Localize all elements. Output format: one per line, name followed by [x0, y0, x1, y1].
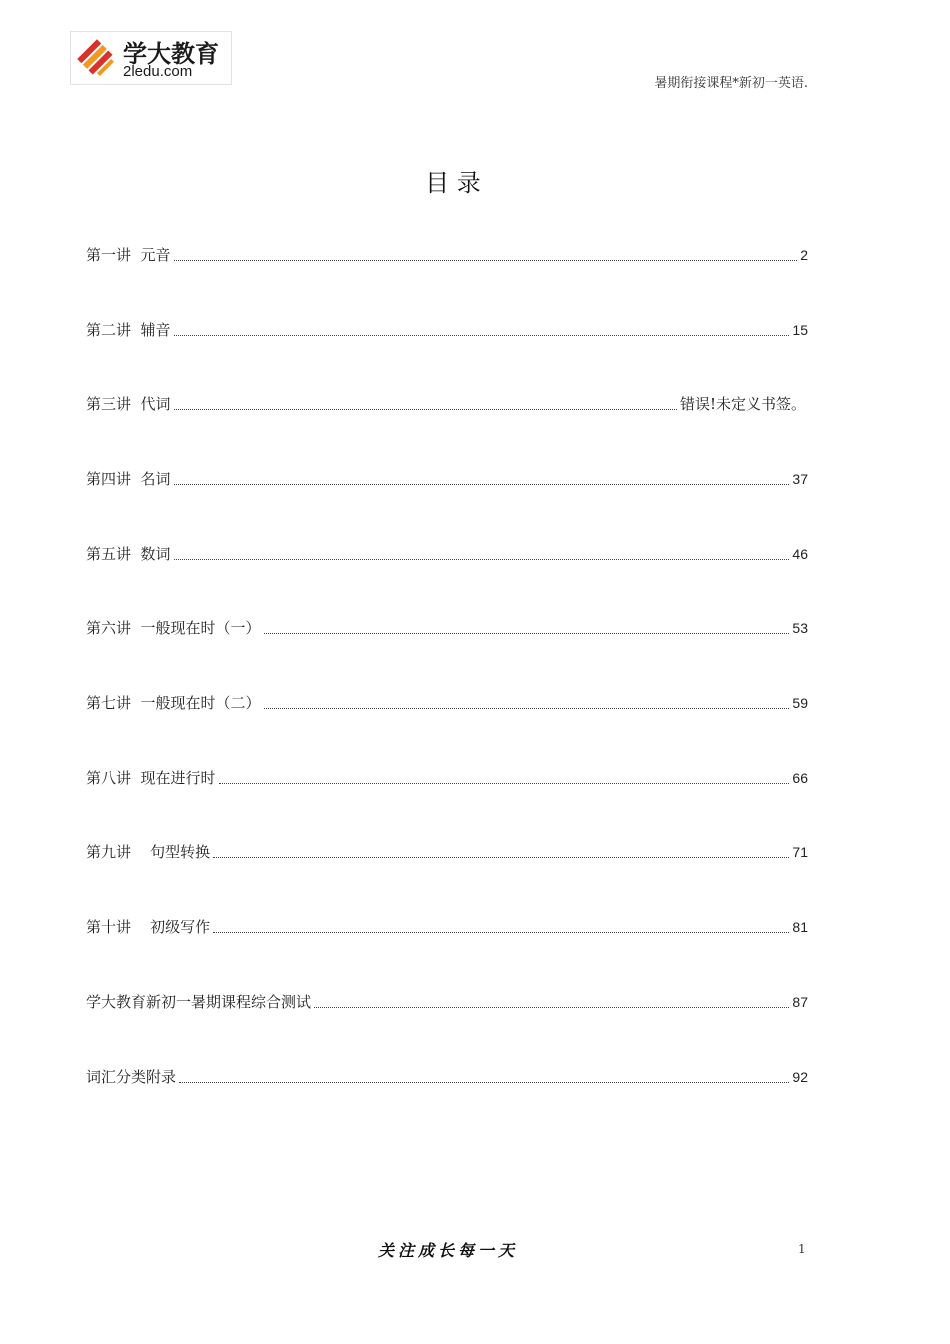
toc-entry-11[interactable] [86, 991, 808, 1015]
toc-leader-dots [314, 1007, 789, 1008]
toc-entry-9[interactable] [86, 841, 808, 865]
toc-entry-label: 第五讲 数词 [86, 545, 171, 563]
toc-leader-dots [213, 932, 789, 933]
toc-entry-page: 92 [792, 1069, 808, 1085]
course-header: 暑期衔接课程*新初一英语. [654, 76, 808, 91]
toc-entry-6[interactable] [86, 617, 808, 641]
toc-entry-page: 2 [800, 247, 808, 263]
toc-entry-label: 第四讲 名词 [86, 470, 171, 488]
toc-entry-12[interactable] [86, 1066, 808, 1090]
toc-leader-dots [174, 559, 790, 560]
footer-page-number: 1 [798, 1242, 806, 1256]
logo-text-en: 2ledu.com [123, 63, 193, 80]
toc-entry-10[interactable] [86, 916, 808, 940]
toc-leader-dots [174, 409, 677, 410]
toc-entry-error: 错误!未定义书签。 [679, 395, 806, 413]
toc-entry-label: 第六讲 一般现在时（一） [86, 619, 261, 637]
toc-entry-label: 第七讲 一般现在时（二） [86, 694, 261, 712]
toc-entry-page: 81 [792, 919, 808, 935]
toc-entry-label: 学大教育新初一暑期课程综合测试 [86, 993, 312, 1011]
toc-entry-page: 59 [792, 695, 808, 711]
toc-leader-dots [219, 783, 790, 784]
logo-text-cn: 学大教育 [123, 40, 219, 68]
footer-slogan: 关注成长每一天 [377, 1241, 518, 1260]
toc-entry-page: 53 [792, 620, 808, 636]
toc-entry-1[interactable] [86, 244, 808, 268]
toc-entry-label: 词汇分类附录 [86, 1068, 177, 1086]
toc-entry-4[interactable] [86, 468, 808, 492]
toc-leader-dots [264, 708, 790, 709]
toc-entry-page: 15 [792, 322, 808, 338]
toc-entry-label: 第三讲 代词 [86, 395, 171, 413]
toc-entry-page: 87 [792, 994, 808, 1010]
toc-title: 目 录 [425, 169, 481, 197]
toc-leader-dots [179, 1082, 789, 1083]
brand-logo [70, 31, 232, 85]
toc-entry-label: 第二讲 辅音 [86, 321, 171, 339]
toc-entry-page: 71 [792, 844, 808, 860]
toc-leader-dots [174, 335, 790, 336]
logo-mark-icon [73, 34, 121, 84]
toc-entry-8[interactable] [86, 767, 808, 791]
toc-entry-label: 第九讲 句型转换 [86, 843, 211, 861]
toc-entry-label: 第一讲 元音 [86, 246, 171, 264]
toc-entry-7[interactable] [86, 692, 808, 716]
toc-entry-page: 46 [792, 546, 808, 562]
toc-entry-3[interactable] [86, 393, 806, 417]
toc-leader-dots [213, 857, 789, 858]
toc-leader-dots [174, 260, 798, 261]
toc-leader-dots [264, 633, 790, 634]
toc-entry-5[interactable] [86, 543, 808, 567]
toc-leader-dots [174, 484, 790, 485]
toc-entry-2[interactable] [86, 319, 808, 343]
toc-entry-page: 66 [792, 770, 808, 786]
toc-entry-label: 第十讲 初级写作 [86, 918, 211, 936]
toc-entry-label: 第八讲 现在进行时 [86, 769, 216, 787]
toc-entry-page: 37 [792, 471, 808, 487]
